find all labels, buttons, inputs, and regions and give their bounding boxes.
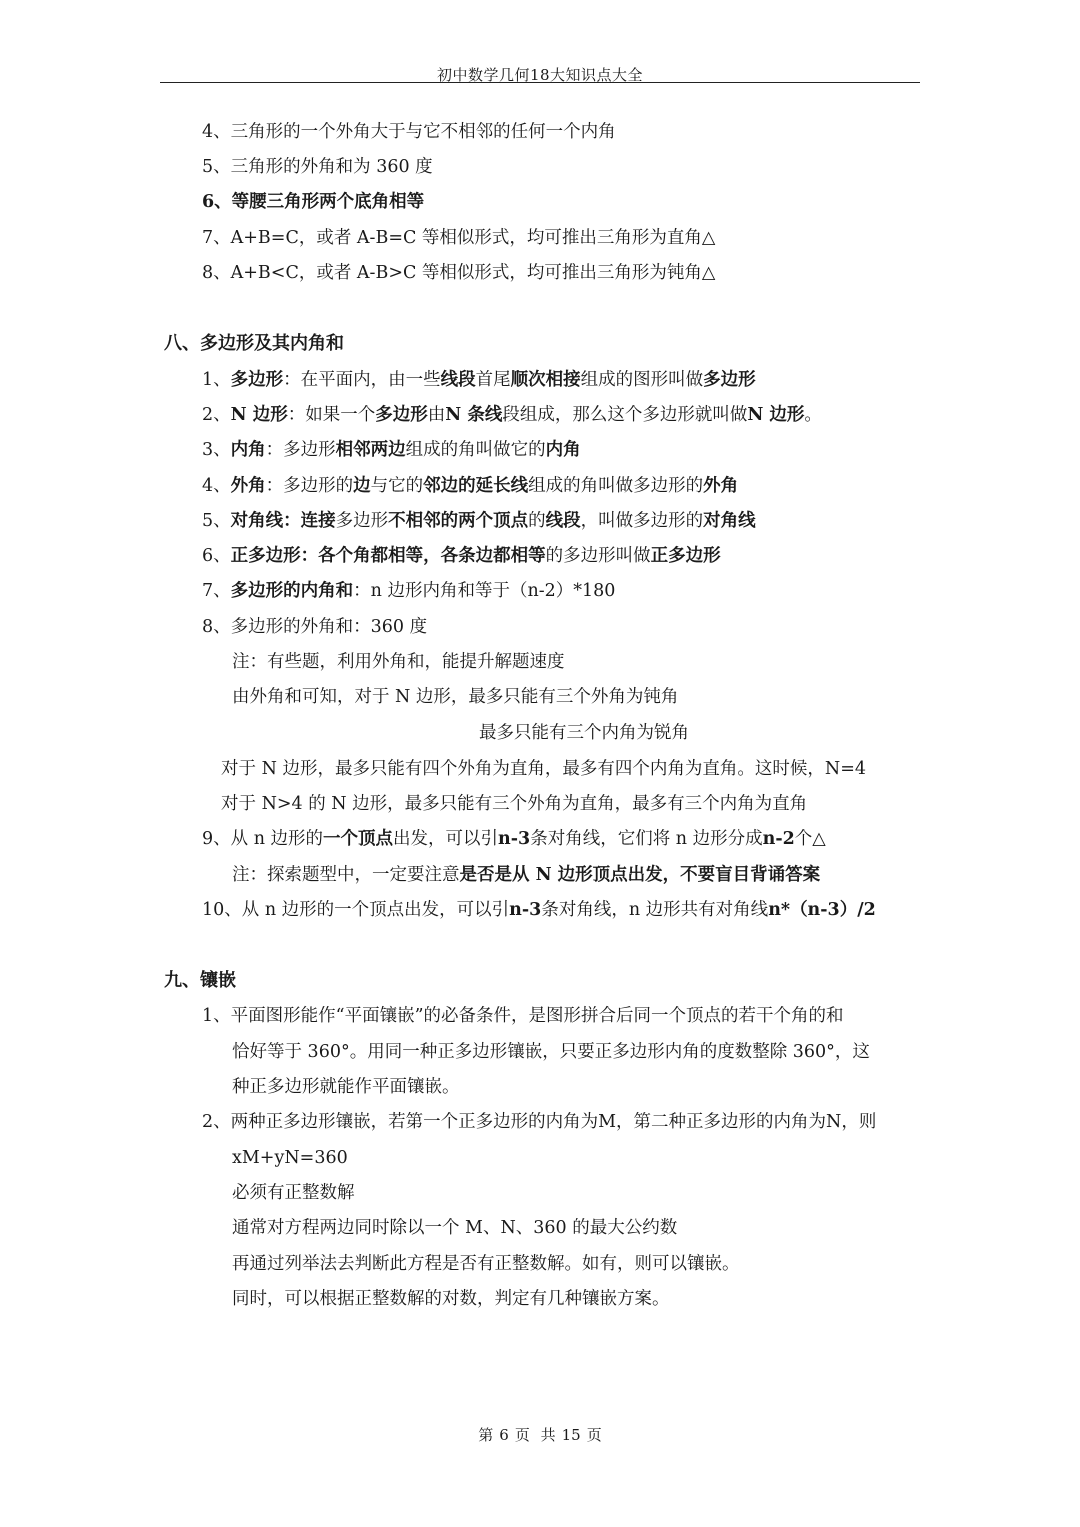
s8-note-4: 对于 N 边形，最多只能有四个外角为直角，最多有四个内角为直角。这时候，N=4 — [221, 759, 867, 779]
s8-item-7: 7、多边形的内角和：n 边形内角和等于（n-2）*180 — [202, 581, 616, 601]
s8-note-1: 注：有些题，利用外角和，能提升解题速度 — [232, 652, 565, 672]
item-4: 4、三角形的一个外角大于与它不相邻的任何一个内角 — [202, 122, 616, 142]
s8-item-2: 2、N 边形：如果一个多边形由N 条线段组成，那么这个多边形就叫做N 边形。 — [202, 405, 822, 425]
s8-item-1: 1、多边形：在平面内，由一些线段首尾顺次相接组成的图形叫做多边形 — [202, 370, 756, 390]
s8-item-5: 5、对角线：连接多边形不相邻的两个顶点的线段，叫做多边形的对角线 — [202, 511, 756, 531]
s8-item-3: 3、内角：多边形相邻两边组成的角叫做它的内角 — [202, 440, 581, 460]
s9-p2-line-4: 通常对方程两边同时除以一个 M、N、360 的最大公约数 — [232, 1218, 678, 1238]
header-rule — [160, 82, 920, 83]
s8-item-8: 8、多边形的外角和：360 度 — [202, 617, 428, 637]
item-6: 6、等腰三角形两个底角相等 — [202, 192, 425, 212]
item-5: 5、三角形的外角和为 360 度 — [202, 157, 433, 177]
s8-note-2: 由外角和可知，对于 N 边形，最多只能有三个外角为钝角 — [232, 687, 679, 707]
s9-p2-line-5: 再通过列举法去判断此方程是否有正整数解。如有，则可以镶嵌。 — [232, 1254, 740, 1274]
s8-note-3: 最多只能有三个内角为锐角 — [479, 723, 689, 743]
section-8-title: 八、多边形及其内角和 — [164, 333, 344, 354]
item-8: 8、A+B<C，或者 A-B>C 等相似形式，均可推出三角形为钝角△ — [202, 263, 716, 283]
s8-item-6: 6、正多边形：各个角都相等，各条边都相等的多边形叫做正多边形 — [202, 546, 721, 566]
s8-item-4: 4、外角：多边形的边与它的邻边的延长线组成的角叫做多边形的外角 — [202, 476, 739, 496]
s9-p2-line-1: 2、两种正多边形镶嵌，若第一个正多边形的内角为M，第二种正多边形的内角为N，则 — [202, 1112, 877, 1132]
section-9-title: 九、镶嵌 — [164, 970, 236, 991]
item-7: 7、A+B=C，或者 A-B=C 等相似形式，均可推出三角形为直角△ — [202, 228, 716, 248]
s9-p2-line-3: 必须有正整数解 — [232, 1183, 355, 1203]
s9-p2-line-6: 同时，可以根据正整数解的对数，判定有几种镶嵌方案。 — [232, 1289, 670, 1309]
s8-item-10: 10、从 n 边形的一个顶点出发，可以引n-3条对角线，n 边形共有对角线n*（n-3）/2 — [202, 900, 876, 920]
s8-note-6: 注：探索题型中，一定要注意是否是从 N 边形顶点出发，不要盲目背诵答案 — [232, 865, 821, 885]
s8-item-9: 9、从 n 边形的一个顶点出发，可以引n-3条对角线，它们将 n 边形分成n-2个△ — [202, 829, 826, 849]
s9-p2-equation: xM+yN=360 — [232, 1148, 348, 1168]
s9-p1-line-3: 种正多边形就能作平面镶嵌。 — [232, 1077, 460, 1097]
s9-p1-line-2: 恰好等于 360°。用同一种正多边形镶嵌，只要正多边形内角的度数整除 360°，这 — [232, 1042, 870, 1062]
page-header-title: 初中数学几何18大知识点大全 — [436, 66, 644, 84]
page-footer: 第 6 页 共 15 页 — [478, 1426, 602, 1444]
s9-p1-line-1: 1、平面图形能作“平面镶嵌”的必备条件，是图形拼合后同一个顶点的若干个角的和 — [202, 1006, 844, 1026]
s8-note-5: 对于 N>4 的 N 边形，最多只能有三个外角为直角，最多有三个内角为直角 — [221, 794, 808, 814]
